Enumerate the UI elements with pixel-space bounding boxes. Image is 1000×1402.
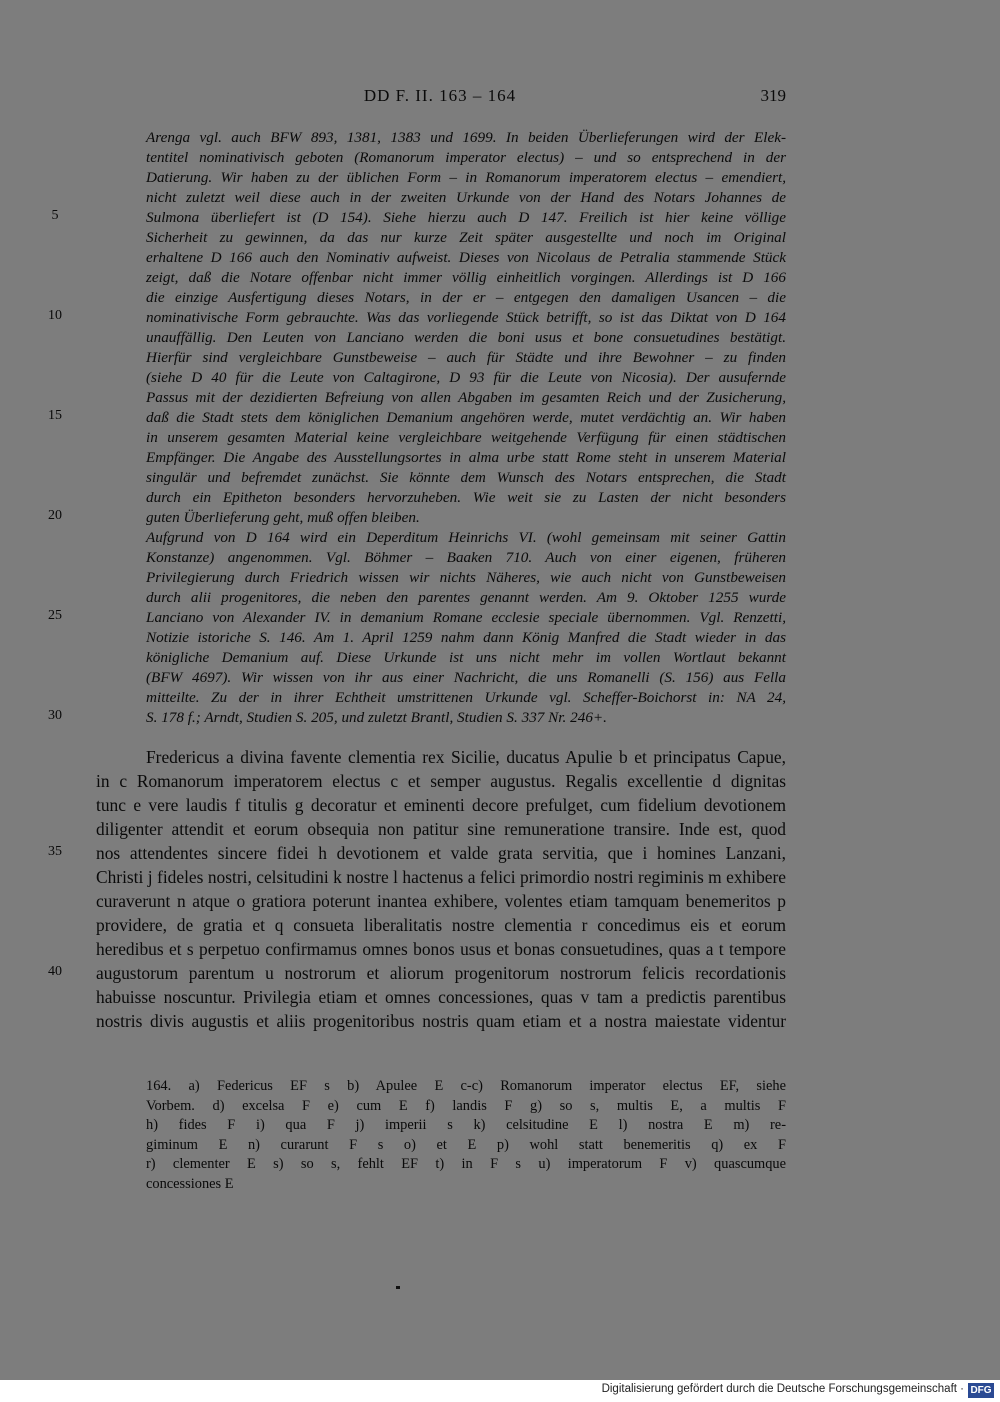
dfg-logo-icon: DFG [968,1383,994,1398]
commentary-line: die einzige Ausfertigung dieses Notars, in der er – entgegen den damaligen Usancen – die [146,289,786,306]
line-number: 20 [48,508,62,523]
commentary-line: singulär und befremdet zunächst. Sie könnte dem Wunsch des Notars entsprechen, die Stadt [146,469,786,486]
commentary-line: guten Überlieferung geht, muß offen bleiben. [146,509,420,526]
line-number: 40 [48,964,62,979]
scan-mark [396,1286,400,1289]
commentary-line: (BFW 4697). Wir wissen von ihr aus einer Nachricht, die uns Romanelli (S. 156) aus Fella [146,669,786,686]
commentary-line: zeigt, daß die Notare offenbar nicht immer völlig einheitlich vorgingen. Allerdings ist D 166 [146,269,786,286]
footnote-line: Vorbem. d) excelsa F e) cum E f) landis F g) so s, multis E, a multis F [146,1097,786,1114]
commentary-line: in unserem gesamten Material keine vergleichbare weitgehende Verfügung für einen städtischen [146,429,786,446]
commentary-line: mitteilte. Zu der in ihrer Echtheit umstrittenen Urkunde vgl. Scheffer-Boichorst in: NA 24, [146,689,786,706]
footnotes [146,1077,786,1194]
charter-line: diligenter attendit et eorum obsequia non patitur sine remuneratione transire. Inde est, quod [96,819,786,839]
charter-text [96,745,786,1033]
charter-line: nos attendentes sincere fidei h devotionem et valde grata servitia, que i homines Lanzani, [96,843,786,863]
commentary-line: nicht zuletzt weil diese auch in der zweiten Urkunde von der Hand des Notars Johannes de [146,189,786,206]
charter-line: Fredericus a divina favente clementia rex Sicilie, ducatus Apulie b et principatus Capue, [146,747,786,767]
commentary-line: S. 178 f.; Arndt, Studien S. 205, und zuletzt Brantl, Studien S. 337 Nr. 246+. [146,709,607,726]
commentary-line: königliche Demanium auf. Diese Urkunde ist uns nicht mehr im vollen Wortlaut bekannt [146,649,786,666]
commentary-line: Hierfür sind vergleichbare Gunstbeweise – auch für Städte und ihre Bewohner – zu finden [146,349,786,366]
commentary-line: erhaltene D 166 auch den Nominativ aufweist. Dieses von Nicolaus de Petralia stammende Stück [146,249,786,266]
commentary-line: Passus mit der dezidierten Befreiung von allen Abgaben im gesamten Reich und der Zusicherung, [146,389,786,406]
charter-line: habuisse noscuntur. Privilegia etiam et omnes concessiones, quas v tam a predictis parentibus [96,987,786,1007]
commentary-line: Lanciano von Alexander IV. in demanium Romane ecclesie speciale übernommen. Vgl. Renzetti, [146,609,786,626]
commentary-line: nominativische Form gebrauchte. Was das vorliegende Stück betrifft, so ist das Diktat von D 164 [146,309,786,326]
commentary-line: (siehe D 40 für die Leute von Caltagirone, D 93 für die Leute von Nicosia). Der ausufernde [146,369,786,386]
line-number: 30 [48,708,62,723]
line-number: 15 [48,408,62,423]
commentary-line: unauffällig. Den Leuten von Lanciano werden die boni usus et bone consuetudines bestätigt. [146,329,786,346]
page-number: 319 [760,86,786,105]
commentary-text [146,128,786,728]
line-number: 35 [48,844,62,859]
commentary-line: Konstanze) angenommen. Vgl. Böhmer – Baaken 710. Auch von einer eigenen, früheren [146,549,786,566]
charter-line: in c Romanorum imperatorem electus c et semper augustus. Regalis excellentie d dignitas [96,771,786,791]
charter-line: providere, de gratia et q consueta liberalitatis nostre clementia r concedimus eis et eorum [96,915,786,935]
funding-credit: Digitalisierung gefördert durch die Deutsche Forschungsgemeinschaft · [601,1383,964,1395]
commentary-line: Privilegierung durch Friedrich wissen wir nichts Näheres, wie auch nicht von Gunstbeweisen [146,569,786,586]
commentary-line: Sulmona überliefert ist (D 154). Siehe hierzu auch D 147. Freilich ist hier keine völlige [146,209,786,226]
footnote-line: 164. a) Federicus EF s b) Apulee E c-c) Romanorum imperator electus EF, siehe [146,1078,786,1094]
footnote-line: concessiones E [146,1175,234,1192]
footnote-line: h) fides F i) qua F j) imperii s k) celsitudine E l) nostra E m) re- [146,1117,786,1133]
line-number: 5 [51,208,59,223]
footnote-line: r) clementer E s) so s, fehlt EF t) in F s u) imperatorum F v) quascumque [146,1156,786,1172]
commentary-line: tentitel nominativisch geboten (Romanorum imperator electus) – und so entsprechend in der [146,149,786,166]
commentary-line: daß die Stadt stets dem königlichen Demanium angehören werde, mutet verdächtig an. Wir haben [146,409,786,426]
commentary-line: Notizie istoriche S. 146. Am 1. April 1259 nahm dann König Manfred die Stadt wieder in das [146,629,786,646]
commentary-line: Datierung. Wir haben zu der üblichen Form – in Romanorum imperatorem electus – emendiert, [146,169,786,186]
charter-line: tunc e vere laudis f titulis g decoratur et eminenti decore prefulget, cum fidelium devotionem [96,795,786,815]
commentary-line: Arenga vgl. auch BFW 893, 1381, 1383 und 1699. In beiden Überlieferungen wird der Elek- [146,129,786,146]
charter-line: augustorum parentum u nostrorum et aliorum progenitorum nostrorum felicis recordationis [96,963,786,983]
commentary-line: durch ein Epitheton besonders hervorzuheben. Wie weit sie zu Lasten der nicht besonders [146,489,786,506]
line-number: 25 [48,608,62,623]
credit-bar [0,1380,1000,1402]
commentary-line: Aufgrund von D 164 wird ein Deperditum Heinrichs VI. (wohl gemeinsam mit seiner Gattin [146,529,786,546]
charter-line: nostris divis augustis et aliis progenitoribus nostris quam etiam et a nostra maiestate videntur [96,1011,786,1031]
charter-line: Christi j fideles nostri, celsitudini k nostre l hactenus a felici primordio nostri regiminis m exhibere [96,867,786,887]
charter-line: curaverunt n atque o gratiora poterunt inantea exhibere, volentes etiam tamquam benemeritos p [96,891,786,911]
page-header-title: DD F. II. 163 – 164 [363,86,517,105]
commentary-line: Empfänger. Die Angabe des Ausstellungsortes in alma urbe statt Rome steht in unserem Material [146,449,786,466]
commentary-line: durch alii progenitores, die neben den parentes genannt werden. Am 9. Oktober 1255 wurde [146,589,786,606]
line-number: 10 [48,308,62,323]
charter-line: heredibus et s perpetuo confirmamus omnes bonos usus et bonas consuetudines, quas a t tempore [96,939,786,959]
footnote-line: giminum E n) curarunt F s o) et E p) wohl statt benemeritis q) ex F [146,1136,786,1153]
commentary-line: Sicherheit zu gewinnen, da das nur kurze Zeit später ausgestellte und noch im Original [146,229,786,246]
